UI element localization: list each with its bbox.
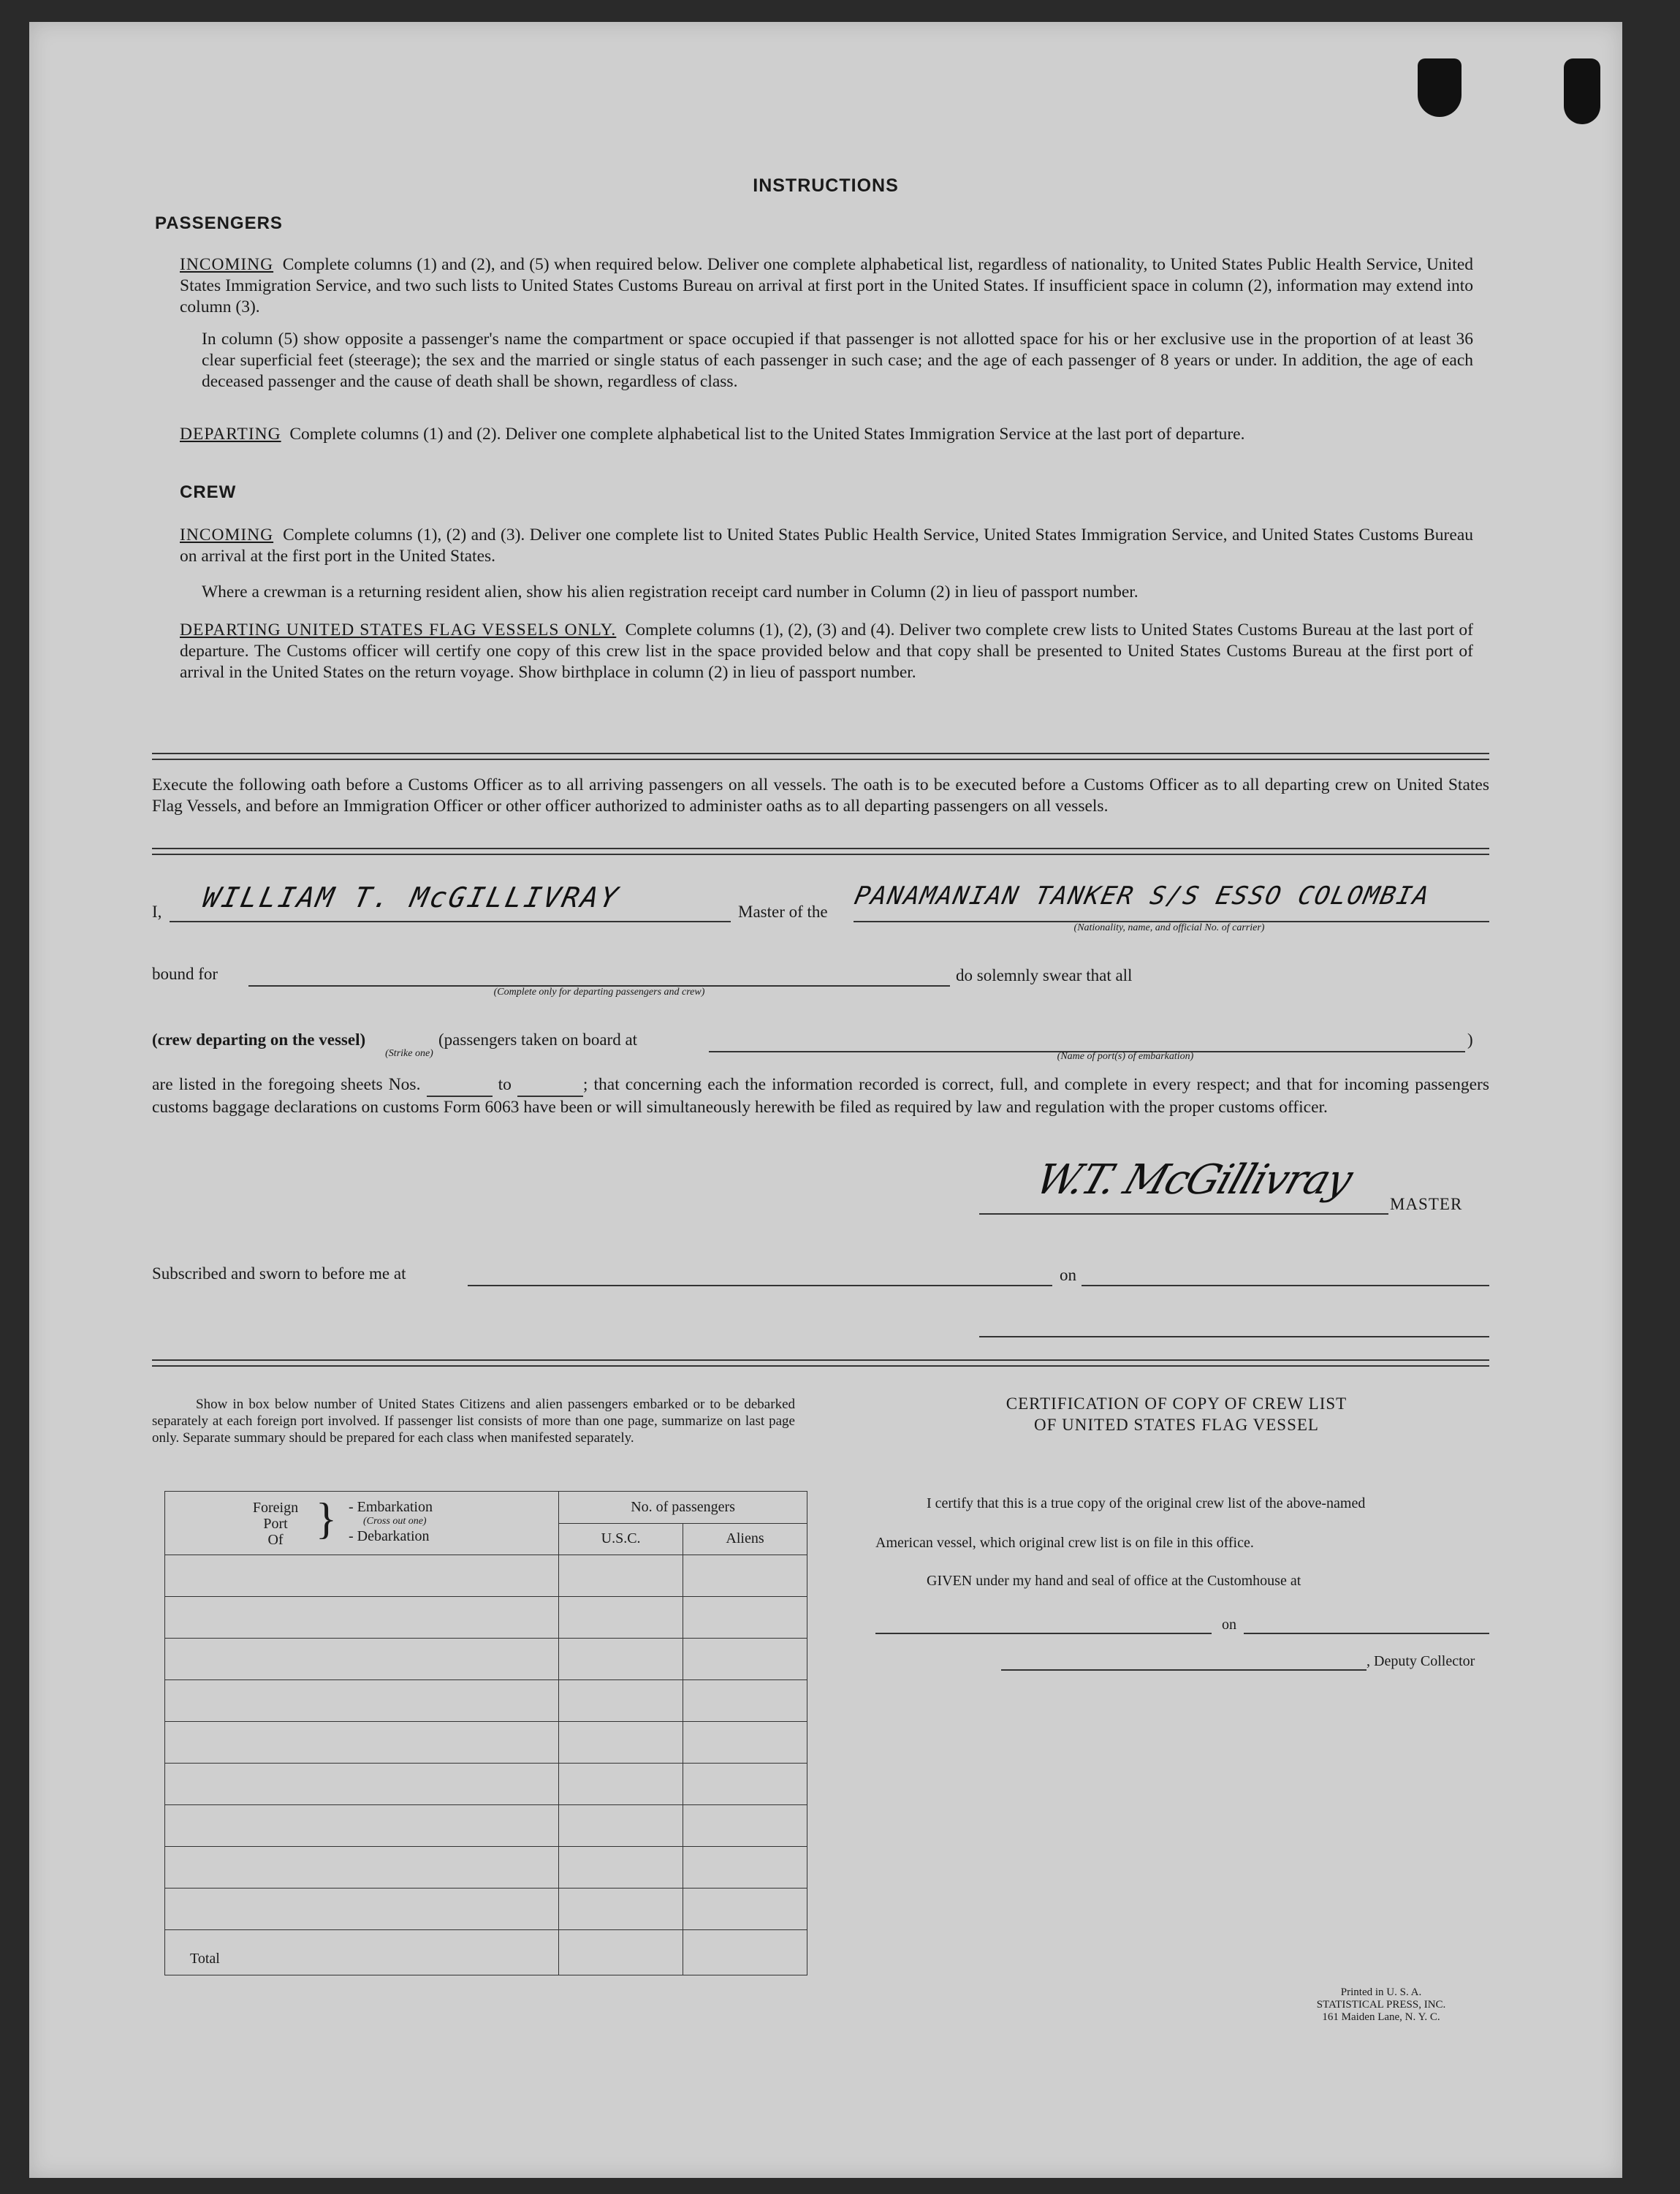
passengers-column5-paragraph: In column (5) show opposite a passenger's name the compartment or space occupied if that passenger is not allotted space for his or her exclusive use in the proportion of at least 36 clear superficial feet (steerage); the sex and the married or single status of each passenger in such case; and the age of each passenger of 8 years or under. In addition, the age of each deceased passenger and the cause of death shall be shown, regardless of class. xyxy=(202,330,1473,391)
table-cell[interactable] xyxy=(683,1722,807,1764)
certification-on-label: on xyxy=(1222,1617,1236,1633)
officer-signature-field[interactable] xyxy=(979,1316,1489,1337)
certification-heading-line2: OF UNITED STATES FLAG VESSEL xyxy=(1034,1416,1319,1434)
total-aliens-cell[interactable] xyxy=(683,1930,807,1975)
port-embarkation-field[interactable] xyxy=(709,1030,1465,1052)
vessel-handwriting: PANAMANIAN TANKER S/S ESSO COLOMBIA xyxy=(851,881,1433,911)
printer-notice xyxy=(1286,1986,1476,2024)
sworn-date-field[interactable] xyxy=(1082,1264,1489,1286)
crew-departing-option xyxy=(152,1030,365,1049)
table-cell[interactable] xyxy=(559,1889,683,1930)
deputy-collector-signature-field[interactable] xyxy=(1001,1652,1367,1671)
master-signature-field[interactable] xyxy=(979,1156,1388,1215)
crew-resident-paragraph: Where a crewman is a returning resident alien, show his alien registration receipt card number in Column (2) in lieu of passport number. xyxy=(202,582,1139,601)
sheets-post-text: ; that concerning each the information recorded is correct, full, and complete in every respect; and that for incoming passengers customs baggage declarations on customs Form 6063 have been or will simultaneously herewith be filed as required by law and regulation with the proper customs officer. xyxy=(152,1075,1490,1117)
summary-instructions: Show in box below number of United States Citizens and alien passengers embarked or to be debarked separately at each foreign port involved. If passenger list consists of more than one page, summarize on last page only. Separate summary should be prepared for each class when manifested separately. xyxy=(152,1397,795,1446)
certify-line2: American vessel, which original crew list is on file in this office. xyxy=(875,1535,1254,1551)
crew-heading: CREW xyxy=(180,482,237,502)
punch-mark xyxy=(1418,58,1462,117)
table-row[interactable] xyxy=(165,1889,559,1930)
passengers-incoming-text: Complete columns (1) and (2), and (5) when required below. Deliver one complete alphabetical list, regardless of nationality, to United States Public Health Service, United States Immigration Service, and two such lists to United States Customs Bureau on arrival at first port in the United States. If insufficient space in column (2), information may extend into column (3). xyxy=(180,255,1473,316)
total-label: Total xyxy=(165,1930,559,1975)
passengers-taken-label: (passengers taken on board at xyxy=(438,1030,638,1049)
foreign-label: Foreign xyxy=(252,1500,299,1516)
table-row[interactable] xyxy=(165,1555,559,1597)
no-passengers-header: No. of passengers xyxy=(559,1492,807,1524)
sheets-pre-text: are listed in the foregoing sheets Nos. xyxy=(152,1075,421,1094)
table-cell[interactable] xyxy=(683,1805,807,1847)
crew-departing-paragraph xyxy=(180,620,1473,683)
certify-line1: I certify that this is a true copy of the original crew list of the above-named xyxy=(927,1495,1366,1511)
certification-date-field[interactable] xyxy=(1244,1615,1489,1634)
close-paren: ) xyxy=(1467,1030,1473,1049)
embarkation-label: - Embarkation xyxy=(349,1499,433,1515)
master-name-handwriting: WILLIAM T. McGILLIVRAY xyxy=(199,881,623,914)
table-cell[interactable] xyxy=(683,1680,807,1722)
passengers-incoming-paragraph xyxy=(180,254,1473,318)
printer-line2: STATISTICAL PRESS, INC. xyxy=(1316,1999,1446,2011)
table-cell[interactable] xyxy=(683,1764,807,1805)
certification-heading-line1: CERTIFICATION OF COPY OF CREW LIST xyxy=(1006,1394,1348,1413)
vessel-field[interactable] xyxy=(851,877,1489,922)
table-row[interactable] xyxy=(165,1847,559,1889)
brace-icon: } xyxy=(316,1495,337,1543)
crew-incoming-paragraph xyxy=(180,525,1473,567)
table-cell[interactable] xyxy=(683,1597,807,1639)
table-cell[interactable] xyxy=(559,1680,683,1722)
printer-line3: 161 Maiden Lane, N. Y. C. xyxy=(1322,2011,1440,2023)
deputy-collector-label: , Deputy Collector xyxy=(1367,1653,1475,1669)
table-cell[interactable] xyxy=(559,1847,683,1889)
sheet-from-field[interactable] xyxy=(427,1074,493,1097)
table-row[interactable] xyxy=(165,1805,559,1847)
divider-rule xyxy=(152,1359,1489,1367)
oath-instructions: Execute the following oath before a Customs Officer as to all arriving passengers on all vessels. The oath is to be executed before a Customs Officer as to all departing crew on United States Flag Vessels, and before an Immigration Officer or other officer authorized to administer oaths as to all departing passengers on all vessels. xyxy=(152,775,1489,816)
port-caption: (Name of port(s) of embarkation) xyxy=(1057,1051,1194,1062)
punch-mark xyxy=(1564,58,1600,124)
form-page xyxy=(29,22,1622,2178)
table-row[interactable] xyxy=(165,1764,559,1805)
crew-departing-text: Complete columns (1), (2), (3) and (4). Deliver two complete crew lists to United States Customs Bureau at the last port of departure. The Customs officer will certify one copy of this crew list in the space provided below and that copy shall be presented to United States Customs Bureau at the first port of arrival in the United States on the return voyage. Show birthplace in column (2) in lieu of passport number. xyxy=(180,620,1474,682)
crew-incoming-text: Complete columns (1), (2) and (3). Deliver one complete list to United States Public Health Service, United States Immigration Service, and United States Customs Bureau on arrival at the first port in the United States. xyxy=(180,525,1473,566)
crew-departing-lead: DEPARTING UNITED STATES FLAG VESSELS ONLY. xyxy=(180,620,617,639)
bound-for-caption: (Complete only for departing passengers and crew) xyxy=(493,987,705,998)
bound-for-label: bound for xyxy=(152,965,218,983)
strike-caption: (Strike one) xyxy=(385,1048,433,1059)
table-cell[interactable] xyxy=(683,1847,807,1889)
passengers-departing-lead: DEPARTING xyxy=(180,425,281,444)
table-row[interactable] xyxy=(165,1680,559,1722)
table-cell[interactable] xyxy=(559,1597,683,1639)
passenger-summary-table xyxy=(164,1491,807,1975)
crew-incoming-lead: INCOMING xyxy=(180,525,274,544)
passengers-departing-paragraph xyxy=(180,424,1473,445)
given-line: GIVEN under my hand and seal of office at the Customhouse at xyxy=(927,1573,1301,1589)
customhouse-place-field[interactable] xyxy=(875,1615,1212,1634)
bound-for-field[interactable] xyxy=(248,965,950,987)
oath-sheets-paragraph xyxy=(152,1074,1489,1118)
debarkation-label: - Debarkation xyxy=(349,1528,430,1544)
table-cell[interactable] xyxy=(559,1722,683,1764)
table-cell[interactable] xyxy=(559,1555,683,1597)
total-usc-cell[interactable] xyxy=(559,1930,683,1975)
master-label: MASTER xyxy=(1390,1195,1463,1213)
of-label: Of xyxy=(267,1532,284,1548)
table-row[interactable] xyxy=(165,1639,559,1680)
divider-rule xyxy=(152,753,1489,760)
foreign-port-header xyxy=(165,1492,559,1555)
subscribed-label: Subscribed and sworn to before me at xyxy=(152,1264,406,1283)
passengers-heading: PASSENGERS xyxy=(155,213,283,233)
table-cell[interactable] xyxy=(683,1639,807,1680)
passengers-departing-text: Complete columns (1) and (2). Deliver one complete alphabetical list to the United States Immigration Service at the last port of departure. xyxy=(289,425,1245,444)
aliens-header: Aliens xyxy=(683,1523,807,1555)
port-label: Port xyxy=(263,1516,288,1532)
divider-rule xyxy=(152,848,1489,855)
oath-i-label: I, xyxy=(152,903,162,921)
sheet-to-field[interactable] xyxy=(517,1074,583,1097)
table-row[interactable] xyxy=(165,1722,559,1764)
table-row[interactable] xyxy=(165,1597,559,1639)
table-cell[interactable] xyxy=(683,1889,807,1930)
sworn-on-label: on xyxy=(1060,1266,1076,1284)
crew-departing-option-text: (crew departing on the vessel) xyxy=(152,1030,366,1049)
swear-label: do solemnly swear that all xyxy=(956,966,1133,984)
table-cell[interactable] xyxy=(683,1555,807,1597)
vessel-caption: (Nationality, name, and official No. of carrier) xyxy=(1073,922,1265,933)
sworn-place-field[interactable] xyxy=(468,1264,1052,1286)
table-cell[interactable] xyxy=(559,1805,683,1847)
table-cell[interactable] xyxy=(559,1764,683,1805)
master-of-label: Master of the xyxy=(738,903,828,921)
master-name-field[interactable] xyxy=(170,877,731,922)
certification-heading xyxy=(957,1393,1396,1435)
table-cell[interactable] xyxy=(559,1639,683,1680)
master-signature: W.T. McGillivray xyxy=(1030,1156,1358,1204)
cross-out-caption: (Cross out one) xyxy=(363,1516,427,1527)
usc-header: U.S.C. xyxy=(559,1523,683,1555)
passengers-incoming-lead: INCOMING xyxy=(180,255,274,274)
to-label: to xyxy=(498,1075,512,1094)
printer-line1: Printed in U. S. A. xyxy=(1340,1986,1422,1998)
instructions-title: INSTRUCTIONS xyxy=(753,175,899,196)
